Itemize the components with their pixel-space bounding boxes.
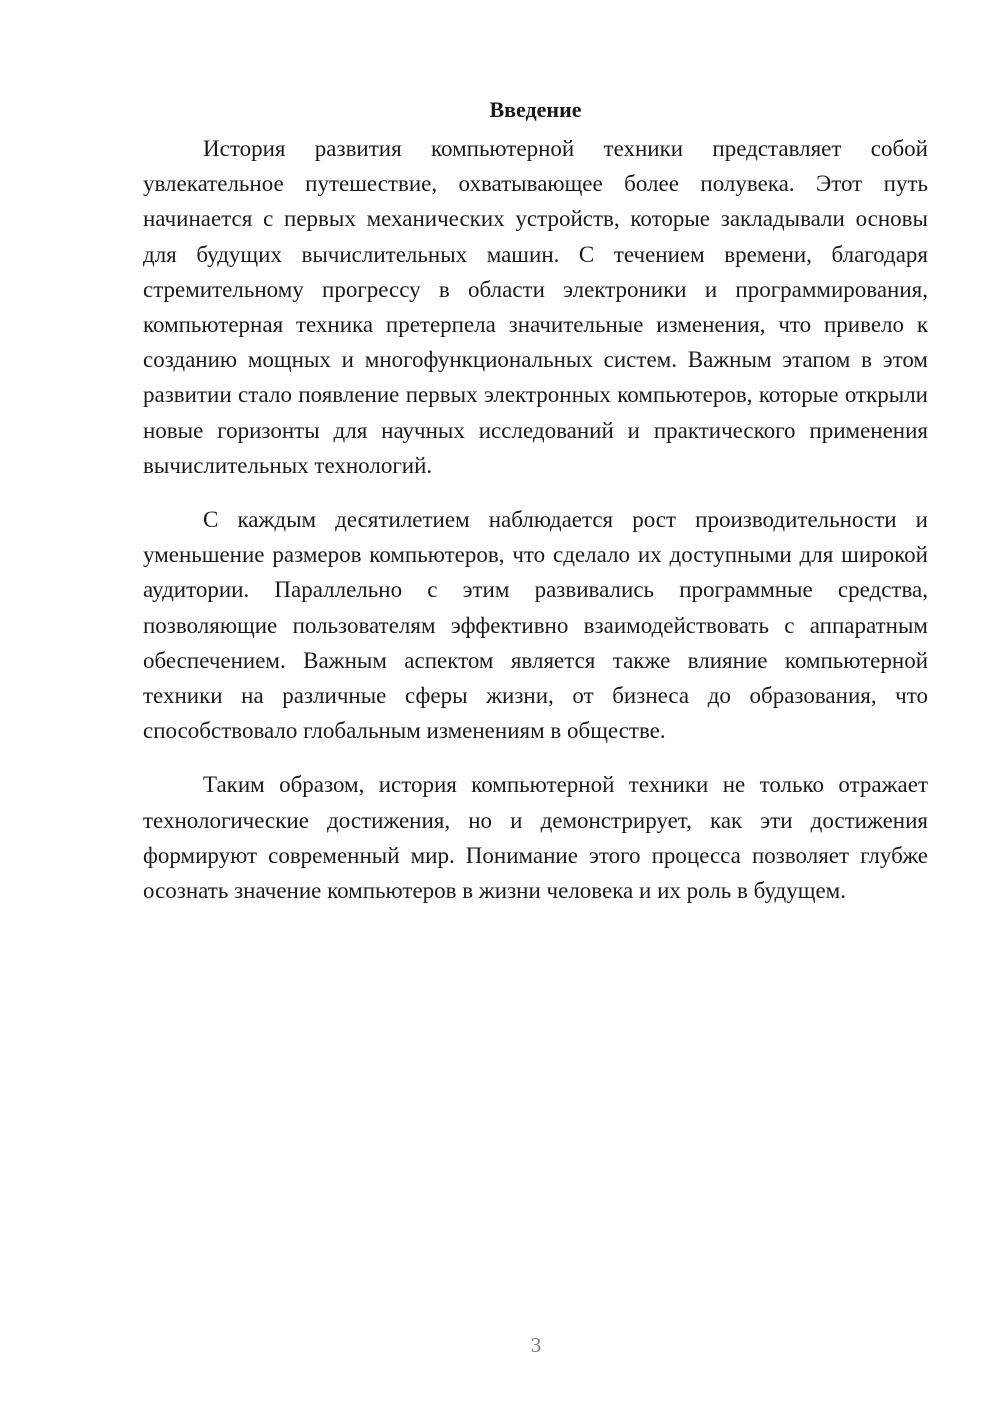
paragraph-2: С каждым десятилетием наблюдается рост производительности и уменьшение размеров компьютеров, что сделало их доступными для широкой аудитории. Параллельно с этим развивались программные средства, позволяющие пользователям эффективно взаимодействовать с аппаратным обеспечением. Важным аспектом является также влияние компьютерной техники на различные сферы жизни, от бизнеса до образования, что способствовало глобальным изменениям в обществе.	[143, 507, 928, 744]
page-number: 3	[530, 1333, 542, 1357]
paragraph-1: История развития компьютерной техники представляет собой увлекательное путешествие, охватывающее более полувека. Этот путь начинается с первых механических устройств, которые закладывали основы для будущих вычислительных машин. С течением времени, благодаря стремительному прогрессу в области электроники и программирования, компьютерная техника претерпела значительные изменения, что привело к созданию мощных и многофункциональных систем. Важным этапом в этом развитии стало появление первых электронных компьютеров, которые открыли новые горизонты для научных исследований и практического применения вычислительных технологий.	[143, 136, 928, 478]
page-content	[143, 92, 928, 927]
section-heading: Введение	[489, 97, 582, 122]
paragraph-3: Таким образом, история компьютерной техники не только отражает технологические достижения, но и демонстрирует, как эти достижения формируют современный мир. Понимание этого процесса позволяет глубже осознать значение компьютеров в жизни человека и их роль в будущем.	[143, 772, 928, 904]
